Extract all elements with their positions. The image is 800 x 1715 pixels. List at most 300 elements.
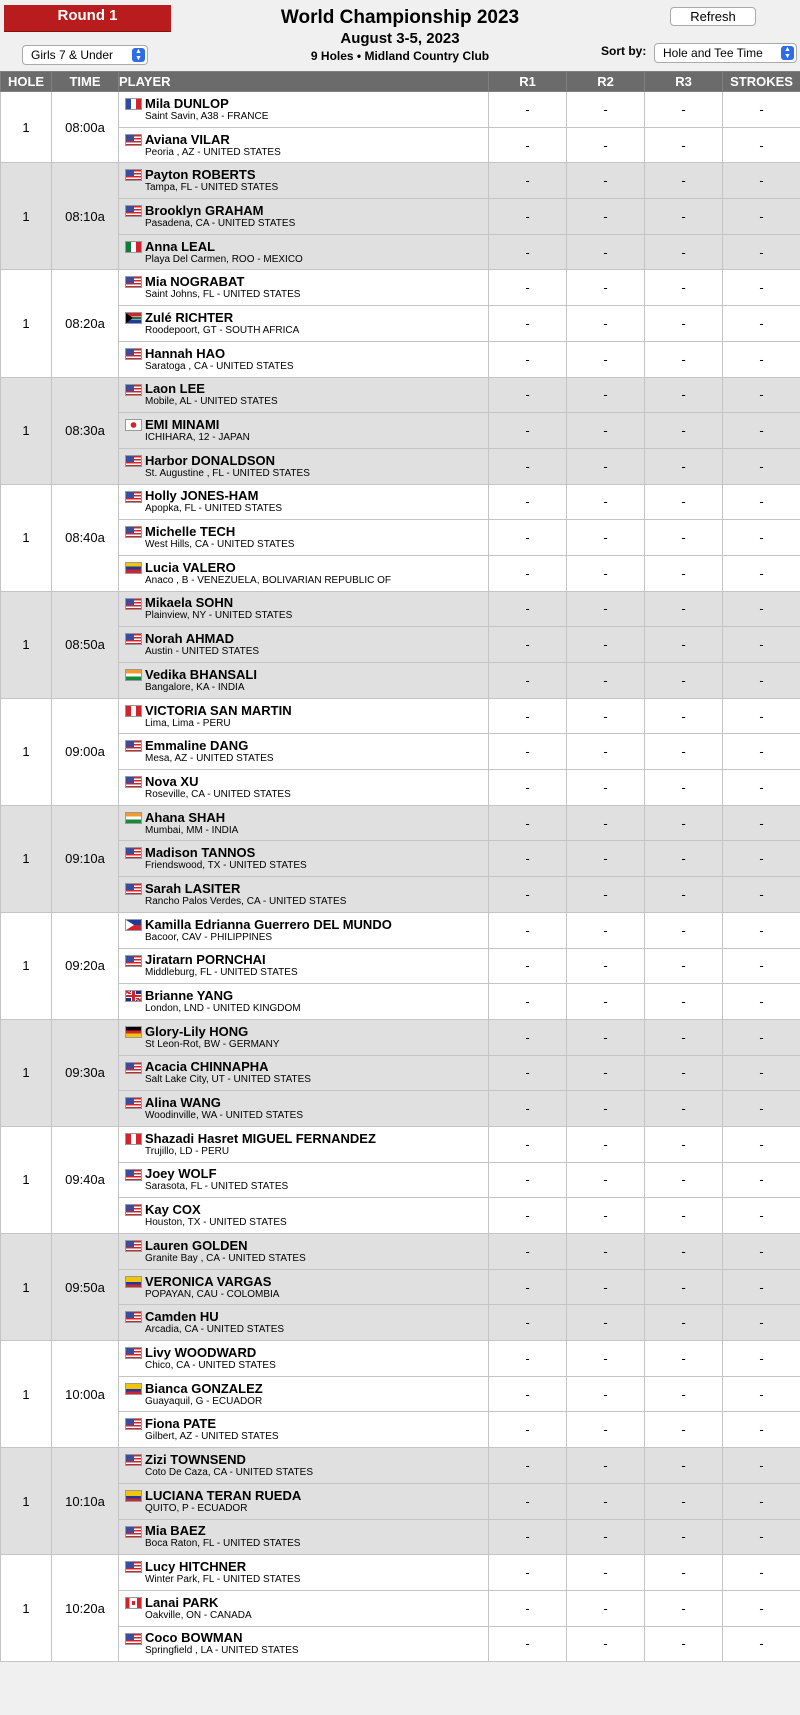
player-info <box>145 274 488 301</box>
player-name[interactable]: Mikaela SOHN <box>145 595 234 611</box>
player-cell[interactable] <box>119 341 489 377</box>
r1-score-cell: - <box>489 948 567 984</box>
player-cell[interactable] <box>119 984 489 1020</box>
table-row <box>1 377 800 413</box>
us-flag-icon <box>125 883 142 895</box>
player-info <box>145 917 488 944</box>
player-name[interactable]: Glory-Lily HONG <box>145 1023 249 1039</box>
r2-score-cell: - <box>567 1341 645 1377</box>
player-info <box>145 417 488 444</box>
r1-score-cell: - <box>489 1305 567 1341</box>
r3-score-cell: - <box>645 1126 723 1162</box>
tee-time-cell: 09:10a <box>52 805 119 912</box>
player-location: Guayaquil, G - ECUADOR <box>145 1395 263 1407</box>
player-cell[interactable] <box>119 770 489 806</box>
r3-score-cell: - <box>645 306 723 342</box>
strokes-score-cell: - <box>723 1126 800 1162</box>
player-info <box>145 1309 488 1336</box>
table-row <box>1 984 800 1020</box>
player-location: Mesa, AZ - UNITED STATES <box>145 753 274 765</box>
strokes-score-cell: - <box>723 912 800 948</box>
table-row <box>1 734 800 770</box>
player-cell[interactable] <box>119 1019 489 1055</box>
strokes-score-cell: - <box>723 1448 800 1484</box>
us-flag-icon <box>125 1418 142 1430</box>
player-cell[interactable] <box>119 1519 489 1555</box>
hole-cell: 1 <box>1 484 52 591</box>
player-info <box>145 810 488 837</box>
player-name[interactable]: Camden HU <box>145 1309 219 1325</box>
table-row <box>1 1483 800 1519</box>
table-row <box>1 1269 800 1305</box>
r1-score-cell: - <box>489 448 567 484</box>
player-name[interactable]: Alina WANG <box>145 1095 221 1111</box>
r2-score-cell: - <box>567 484 645 520</box>
table-row <box>1 92 800 128</box>
strokes-score-cell: - <box>723 199 800 235</box>
r3-score-cell: - <box>645 1305 723 1341</box>
gb-flag-icon <box>125 990 142 1002</box>
strokes-score-cell: - <box>723 92 800 128</box>
player-name[interactable]: Brianne YANG <box>145 988 234 1004</box>
r3-score-cell: - <box>645 663 723 699</box>
player-name[interactable]: VICTORIA SAN MARTIN <box>145 702 292 718</box>
r1-score-cell: - <box>489 1198 567 1234</box>
player-name[interactable]: Nova XU <box>145 773 199 789</box>
r2-score-cell: - <box>567 306 645 342</box>
tee-time-cell: 08:10a <box>52 163 119 270</box>
in-flag-icon <box>125 812 142 824</box>
round-tab[interactable]: Round 1 <box>4 5 171 32</box>
player-name[interactable]: Acacia CHINNAPHA <box>145 1059 269 1075</box>
player-location: Pasadena, CA - UNITED STATES <box>145 217 296 229</box>
player-cell[interactable] <box>119 1198 489 1234</box>
table-row <box>1 591 800 627</box>
player-cell[interactable] <box>119 413 489 449</box>
player-cell[interactable] <box>119 270 489 306</box>
player-name[interactable]: Lauren GOLDEN <box>145 1237 248 1253</box>
strokes-score-cell: - <box>723 1376 800 1412</box>
player-cell[interactable] <box>119 1483 489 1519</box>
player-cell[interactable] <box>119 841 489 877</box>
r2-score-cell: - <box>567 1412 645 1448</box>
player-cell[interactable] <box>119 627 489 663</box>
player-info <box>145 774 488 801</box>
table-row <box>1 877 800 913</box>
in-flag-icon <box>125 669 142 681</box>
player-location: Roodepoort, GT - SOUTH AFRICA <box>145 324 300 336</box>
r2-score-cell: - <box>567 1055 645 1091</box>
r2-score-cell: - <box>567 1198 645 1234</box>
hole-cell: 1 <box>1 912 52 1019</box>
column-header-player[interactable]: PLAYER <box>119 72 489 92</box>
player-name[interactable]: Aviana VILAR <box>145 131 230 147</box>
refresh-button[interactable]: Refresh <box>670 7 756 26</box>
player-info <box>145 132 488 159</box>
player-location: ICHIHARA, 12 - JAPAN <box>145 432 250 444</box>
player-info <box>145 560 488 587</box>
player-info <box>145 203 488 230</box>
tee-time-cell: 08:20a <box>52 270 119 377</box>
za-flag-icon <box>125 312 142 324</box>
r2-score-cell: - <box>567 591 645 627</box>
player-cell[interactable] <box>119 306 489 342</box>
hole-cell: 1 <box>1 1019 52 1126</box>
tee-time-cell: 09:30a <box>52 1019 119 1126</box>
player-location: Chico, CA - UNITED STATES <box>145 1359 276 1371</box>
table-row <box>1 1162 800 1198</box>
sort-select[interactable] <box>654 43 797 63</box>
player-info <box>145 1559 488 1586</box>
strokes-score-cell: - <box>723 163 800 199</box>
division-select-value: Girls 7 & Under <box>31 48 114 62</box>
tee-time-cell: 09:40a <box>52 1126 119 1233</box>
player-name[interactable]: Zizi TOWNSEND <box>145 1451 246 1467</box>
table-row <box>1 1019 800 1055</box>
ca-flag-icon <box>125 1597 142 1609</box>
us-flag-icon <box>125 205 142 217</box>
player-cell[interactable] <box>119 520 489 556</box>
r1-score-cell: - <box>489 1590 567 1626</box>
r1-score-cell: - <box>489 1341 567 1377</box>
r1-score-cell: - <box>489 484 567 520</box>
player-location: Saint Savin, A38 - FRANCE <box>145 110 269 122</box>
r1-score-cell: - <box>489 163 567 199</box>
player-name[interactable]: Fiona PATE <box>145 1416 217 1432</box>
strokes-score-cell: - <box>723 1555 800 1591</box>
player-name[interactable]: Hannah HAO <box>145 345 226 361</box>
strokes-score-cell: - <box>723 448 800 484</box>
r3-score-cell: - <box>645 912 723 948</box>
strokes-score-cell: - <box>723 306 800 342</box>
hole-cell: 1 <box>1 377 52 484</box>
player-location: Coto De Caza, CA - UNITED STATES <box>145 1466 314 1478</box>
column-header-r2[interactable]: R2 <box>567 72 645 92</box>
r1-score-cell: - <box>489 306 567 342</box>
table-row <box>1 199 800 235</box>
player-name[interactable]: LUCIANA TERAN RUEDA <box>145 1487 302 1503</box>
player-cell[interactable] <box>119 92 489 128</box>
r3-score-cell: - <box>645 199 723 235</box>
player-name[interactable]: Lucy HITCHNER <box>145 1559 247 1575</box>
us-flag-icon <box>125 276 142 288</box>
strokes-score-cell: - <box>723 591 800 627</box>
strokes-score-cell: - <box>723 1483 800 1519</box>
us-flag-icon <box>125 1062 142 1074</box>
r1-score-cell: - <box>489 413 567 449</box>
r3-score-cell: - <box>645 1234 723 1270</box>
player-cell[interactable] <box>119 1305 489 1341</box>
r3-score-cell: - <box>645 127 723 163</box>
player-info <box>145 167 488 194</box>
r3-score-cell: - <box>645 1555 723 1591</box>
r3-score-cell: - <box>645 1412 723 1448</box>
player-name[interactable]: Norah AHMAD <box>145 631 235 647</box>
table-row <box>1 663 800 699</box>
player-name[interactable]: Michelle TECH <box>145 524 236 540</box>
player-name[interactable]: Anna LEAL <box>145 238 216 254</box>
r2-score-cell: - <box>567 520 645 556</box>
table-row <box>1 912 800 948</box>
player-cell[interactable] <box>119 234 489 270</box>
player-name[interactable]: Livy WOODWARD <box>145 1344 257 1360</box>
column-header-hole[interactable]: HOLE <box>1 72 52 92</box>
r2-score-cell: - <box>567 1091 645 1127</box>
table-row <box>1 1234 800 1270</box>
strokes-score-cell: - <box>723 877 800 913</box>
r1-score-cell: - <box>489 341 567 377</box>
us-flag-icon <box>125 633 142 645</box>
table-row <box>1 341 800 377</box>
r3-score-cell: - <box>645 413 723 449</box>
player-cell[interactable] <box>119 1269 489 1305</box>
player-info <box>145 1131 488 1158</box>
player-cell[interactable] <box>119 912 489 948</box>
us-flag-icon <box>125 847 142 859</box>
r3-score-cell: - <box>645 1019 723 1055</box>
player-cell[interactable] <box>119 1091 489 1127</box>
division-select[interactable] <box>22 45 148 65</box>
us-flag-icon <box>125 526 142 538</box>
tee-time-cell: 10:20a <box>52 1555 119 1662</box>
player-location: Roseville, CA - UNITED STATES <box>145 788 291 800</box>
us-flag-icon <box>125 1633 142 1645</box>
table-row <box>1 127 800 163</box>
table-row <box>1 627 800 663</box>
hole-cell: 1 <box>1 270 52 377</box>
table-row <box>1 306 800 342</box>
player-name[interactable]: Zulé RICHTER <box>145 309 234 325</box>
us-flag-icon <box>125 134 142 146</box>
r1-score-cell: - <box>489 1519 567 1555</box>
player-cell[interactable] <box>119 448 489 484</box>
player-name[interactable]: Joey WOLF <box>145 1166 217 1182</box>
player-name[interactable]: Sarah LASITER <box>145 880 241 896</box>
r2-score-cell: - <box>567 1483 645 1519</box>
player-cell[interactable] <box>119 1055 489 1091</box>
table-row <box>1 698 800 734</box>
r2-score-cell: - <box>567 912 645 948</box>
strokes-score-cell: - <box>723 1019 800 1055</box>
ec-flag-icon <box>125 1490 142 1502</box>
r3-score-cell: - <box>645 1448 723 1484</box>
player-name[interactable]: Mia NOGRABAT <box>145 274 245 290</box>
player-cell[interactable] <box>119 127 489 163</box>
tee-time-cell: 09:50a <box>52 1234 119 1341</box>
tee-time-cell: 10:00a <box>52 1341 119 1448</box>
r1-score-cell: - <box>489 627 567 663</box>
r1-score-cell: - <box>489 591 567 627</box>
player-cell[interactable] <box>119 163 489 199</box>
r1-score-cell: - <box>489 1555 567 1591</box>
table-row <box>1 1305 800 1341</box>
tee-time-cell: 08:40a <box>52 484 119 591</box>
player-info <box>145 1274 488 1301</box>
hole-cell: 1 <box>1 1341 52 1448</box>
player-name[interactable]: Kay COX <box>145 1202 201 1218</box>
player-cell[interactable] <box>119 555 489 591</box>
player-name[interactable]: Harbor DONALDSON <box>145 452 276 468</box>
strokes-score-cell: - <box>723 1412 800 1448</box>
player-location: Arcadia, CA - UNITED STATES <box>145 1324 285 1336</box>
player-cell[interactable] <box>119 948 489 984</box>
player-cell[interactable] <box>119 377 489 413</box>
player-info <box>145 524 488 551</box>
player-name[interactable]: Payton ROBERTS <box>145 167 256 183</box>
r3-score-cell: - <box>645 1626 723 1662</box>
r2-score-cell: - <box>567 1590 645 1626</box>
player-name[interactable]: EMI MINAMI <box>145 417 220 433</box>
r1-score-cell: - <box>489 199 567 235</box>
player-cell[interactable] <box>119 199 489 235</box>
player-cell[interactable] <box>119 1126 489 1162</box>
player-cell[interactable] <box>119 805 489 841</box>
player-info <box>145 1595 488 1622</box>
table-row <box>1 1626 800 1662</box>
player-info <box>145 667 488 694</box>
player-name[interactable]: Emmaline DANG <box>145 738 249 754</box>
player-name[interactable]: Holly JONES-HAM <box>145 488 259 504</box>
player-info <box>145 1059 488 1086</box>
player-location: Oakville, ON - CANADA <box>145 1609 252 1621</box>
player-name[interactable]: Mila DUNLOP <box>145 95 229 111</box>
player-info <box>145 1630 488 1657</box>
r2-score-cell: - <box>567 698 645 734</box>
strokes-score-cell: - <box>723 1198 800 1234</box>
player-cell[interactable] <box>119 1626 489 1662</box>
table-body <box>1 92 800 1662</box>
strokes-score-cell: - <box>723 234 800 270</box>
player-cell[interactable] <box>119 734 489 770</box>
r3-score-cell: - <box>645 1590 723 1626</box>
r3-score-cell: - <box>645 627 723 663</box>
player-location: Winter Park, FL - UNITED STATES <box>145 1574 301 1586</box>
r2-score-cell: - <box>567 270 645 306</box>
player-name[interactable]: Lanai PARK <box>145 1594 219 1610</box>
table-row <box>1 413 800 449</box>
player-cell[interactable] <box>119 1234 489 1270</box>
player-cell[interactable] <box>119 698 489 734</box>
player-info <box>145 703 488 730</box>
strokes-score-cell: - <box>723 127 800 163</box>
player-cell[interactable] <box>119 663 489 699</box>
player-location: Trujillo, LD - PERU <box>145 1145 230 1157</box>
r1-score-cell: - <box>489 92 567 128</box>
player-cell[interactable] <box>119 1341 489 1377</box>
strokes-score-cell: - <box>723 1055 800 1091</box>
player-name[interactable]: VERONICA VARGAS <box>145 1273 272 1289</box>
r2-score-cell: - <box>567 377 645 413</box>
column-header-strokes[interactable]: STROKES <box>723 72 800 92</box>
r3-score-cell: - <box>645 92 723 128</box>
strokes-score-cell: - <box>723 770 800 806</box>
player-cell[interactable] <box>119 1555 489 1591</box>
player-location: Bacoor, CAV - PHILIPPINES <box>145 931 273 943</box>
player-info <box>145 239 488 266</box>
event-dates: August 3-5, 2023 <box>340 30 460 47</box>
column-header-time[interactable]: TIME <box>52 72 119 92</box>
r1-score-cell: - <box>489 770 567 806</box>
player-location: Granite Bay , CA - UNITED STATES <box>145 1252 306 1264</box>
strokes-score-cell: - <box>723 377 800 413</box>
r2-score-cell: - <box>567 663 645 699</box>
player-location: West Hills, CA - UNITED STATES <box>145 539 295 551</box>
r1-score-cell: - <box>489 1234 567 1270</box>
r2-score-cell: - <box>567 1555 645 1591</box>
player-cell[interactable] <box>119 1448 489 1484</box>
player-cell[interactable] <box>119 591 489 627</box>
us-flag-icon <box>125 1169 142 1181</box>
strokes-score-cell: - <box>723 555 800 591</box>
player-location: Austin - UNITED STATES <box>145 646 260 658</box>
mx-flag-icon <box>125 241 142 253</box>
player-name[interactable]: Kamilla Edrianna Guerrero DEL MUNDO <box>145 916 392 932</box>
player-name[interactable]: Laon LEE <box>145 381 205 397</box>
column-header-r3[interactable]: R3 <box>645 72 723 92</box>
us-flag-icon <box>125 1311 142 1323</box>
player-cell[interactable] <box>119 1412 489 1448</box>
player-name[interactable]: Lucia VALERO <box>145 559 236 575</box>
ec-flag-icon <box>125 1383 142 1395</box>
r1-score-cell: - <box>489 663 567 699</box>
player-cell[interactable] <box>119 1162 489 1198</box>
player-name[interactable]: Shazadi Hasret MIGUEL FERNANDEZ <box>145 1130 376 1146</box>
r3-score-cell: - <box>645 1055 723 1091</box>
column-header-r1[interactable]: R1 <box>489 72 567 92</box>
hole-cell: 1 <box>1 698 52 805</box>
player-location: Rancho Palos Verdes, CA - UNITED STATES <box>145 895 347 907</box>
table-row <box>1 520 800 556</box>
player-name[interactable]: Bianca GONZALEZ <box>145 1380 263 1396</box>
r3-score-cell: - <box>645 377 723 413</box>
player-location: QUITO, P - ECUADOR <box>145 1502 248 1514</box>
strokes-score-cell: - <box>723 270 800 306</box>
player-name[interactable]: Mia BAEZ <box>145 1523 206 1539</box>
r2-score-cell: - <box>567 984 645 1020</box>
r1-score-cell: - <box>489 1126 567 1162</box>
player-name[interactable]: Coco BOWMAN <box>145 1630 243 1646</box>
player-cell[interactable] <box>119 877 489 913</box>
r1-score-cell: - <box>489 377 567 413</box>
r2-score-cell: - <box>567 948 645 984</box>
r1-score-cell: - <box>489 841 567 877</box>
us-flag-icon <box>125 1204 142 1216</box>
r1-score-cell: - <box>489 1019 567 1055</box>
player-location: Boca Raton, FL - UNITED STATES <box>145 1538 301 1550</box>
r2-score-cell: - <box>567 413 645 449</box>
us-flag-icon <box>125 169 142 181</box>
player-name[interactable]: Madison TANNOS <box>145 845 256 861</box>
player-location: Salt Lake City, UT - UNITED STATES <box>145 1074 311 1086</box>
player-info <box>145 1488 488 1515</box>
player-name[interactable]: Vedika BHANSALI <box>145 666 257 682</box>
player-cell[interactable] <box>119 484 489 520</box>
player-cell[interactable] <box>119 1376 489 1412</box>
player-name[interactable]: Jiratarn PORNCHAI <box>145 952 266 968</box>
tee-time-cell: 09:00a <box>52 698 119 805</box>
r2-score-cell: - <box>567 1376 645 1412</box>
player-location: Saint Johns, FL - UNITED STATES <box>145 289 301 301</box>
table-row <box>1 948 800 984</box>
player-cell[interactable] <box>119 1590 489 1626</box>
player-info <box>145 96 488 123</box>
us-flag-icon <box>125 776 142 788</box>
fr-flag-icon <box>125 98 142 110</box>
strokes-score-cell: - <box>723 1162 800 1198</box>
us-flag-icon <box>125 1240 142 1252</box>
player-name[interactable]: Brooklyn GRAHAM <box>145 202 264 218</box>
player-name[interactable]: Ahana SHAH <box>145 809 226 825</box>
